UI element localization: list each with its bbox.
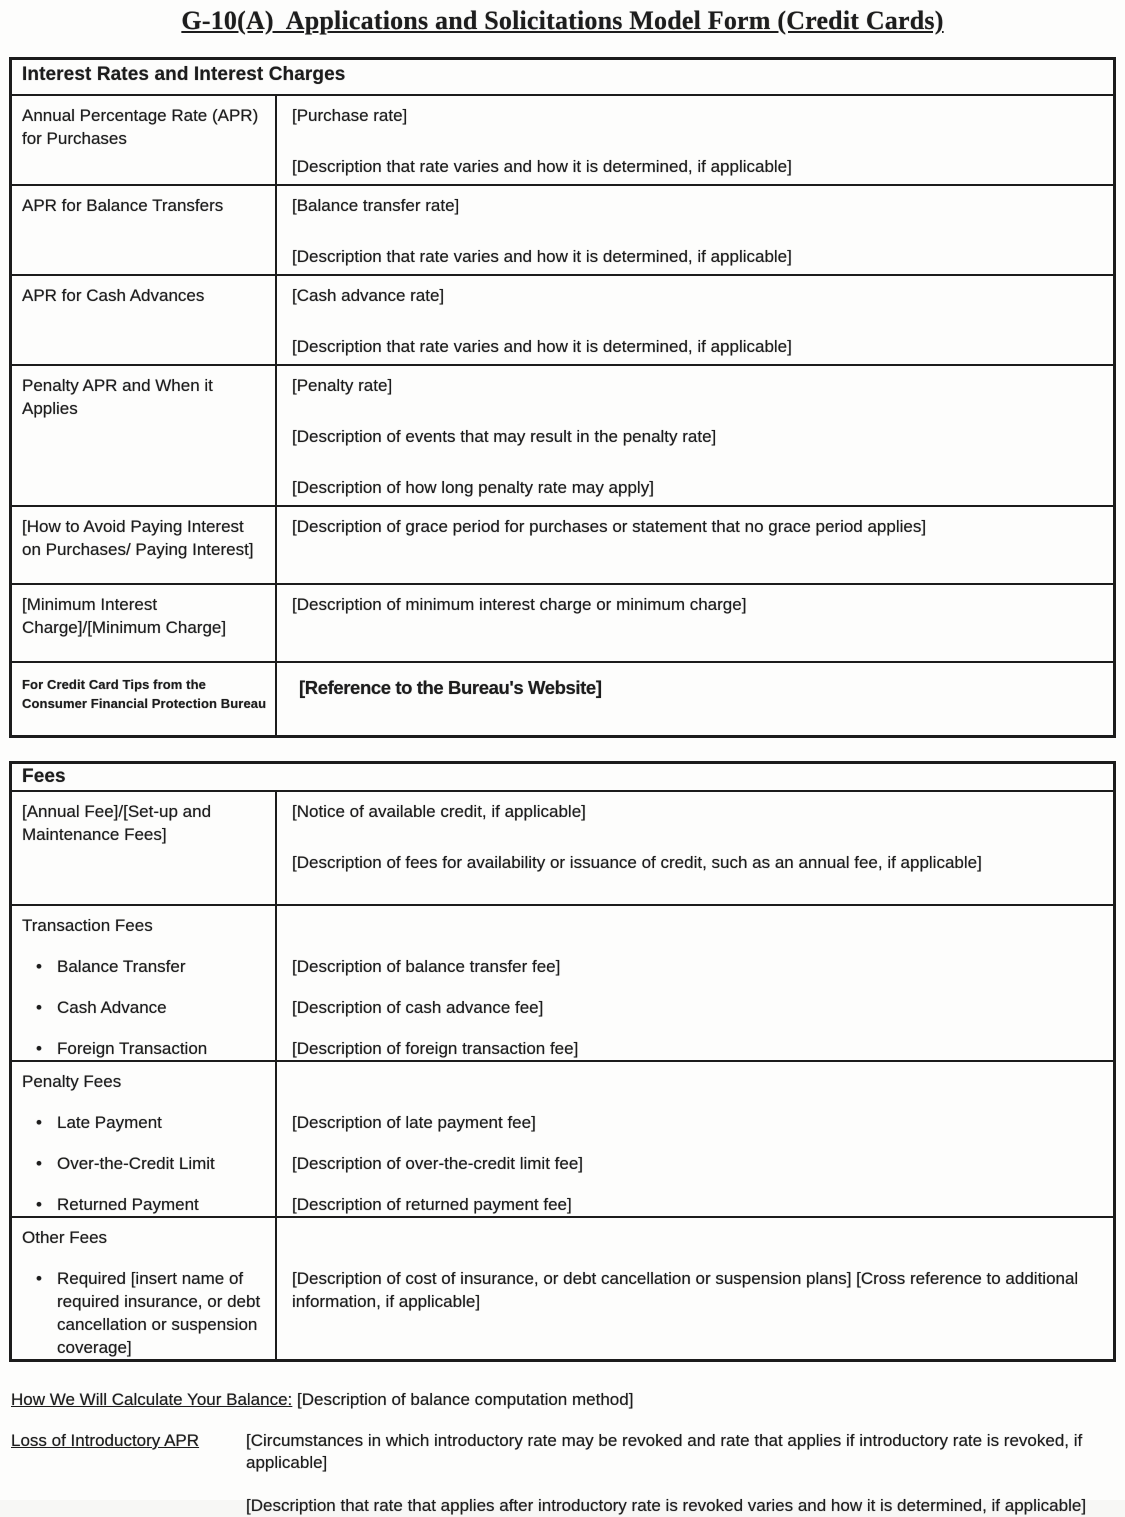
fee-desc-returned-payment: [Description of returned payment fee] [292, 1195, 572, 1214]
row-value-avoid-paying-interest [277, 507, 1113, 583]
balance-calculation-line [11, 1389, 1116, 1411]
table-row-penalty-fees [12, 1060, 1113, 1216]
cell-line: [Notice of available credit, if applicable] [292, 802, 586, 821]
table-row-transaction-fees [12, 904, 1113, 1060]
row-value-penalty-apr [277, 366, 1113, 505]
row-value-minimum-charge [277, 585, 1113, 661]
table-row [12, 94, 1113, 184]
row-value-annual-fee [277, 792, 1113, 904]
bullet-item-returned-payment: • Returned Payment [12, 1175, 277, 1216]
fee-item-row [12, 1175, 1113, 1216]
fees-table [9, 761, 1116, 1362]
loss-of-intro-apr-label: Loss of Introductory APR [11, 1431, 200, 1450]
bullet-item-late-payment: • Late Payment [12, 1093, 277, 1134]
cell-line: [Description of how long penalty rate may apply] [292, 478, 654, 497]
row-label-minimum-charge: [Minimum Interest Charge]/[Minimum Charge] [12, 585, 277, 661]
cell-line: [Balance transfer rate] [292, 196, 460, 215]
fees-table-header: Fees [22, 766, 66, 787]
page-title: G-10(A) Applications and Solicitations Model Form (Credit Cards) [181, 6, 944, 35]
row-label-penalty-apr: Penalty APR and When it Applies [12, 366, 277, 505]
balance-calculation-text: [Description of balance computation method] [297, 1390, 634, 1409]
row-label-apr-cash-advances: APR for Cash Advances [12, 276, 277, 364]
row-label-apr-balance-transfers: APR for Balance Transfers [12, 186, 277, 274]
fee-desc-over-credit-limit: [Description of over-the-credit limit fee] [292, 1154, 583, 1173]
fee-item-row [12, 1249, 1113, 1359]
interest-table-header: Interest Rates and Interest Charges [22, 64, 346, 85]
fee-item-row [12, 1093, 1113, 1134]
empty-cell [277, 906, 1113, 937]
table-row-other-fees [12, 1216, 1113, 1359]
fee-item-row [12, 978, 1113, 1019]
interest-rates-table [9, 57, 1116, 738]
fee-desc-cash-advance: [Description of cash advance fee] [292, 998, 544, 1017]
row-label-avoid-paying-interest: [How to Avoid Paying Interest on Purchases/ Paying Interest] [12, 507, 277, 583]
intro-apr-paragraph: [Description that rate that applies after introductory rate is revoked varies and how it is determined, if applicable] [246, 1496, 1087, 1515]
table-row [12, 790, 1113, 904]
fee-desc-foreign-transaction: [Description of foreign transaction fee] [292, 1039, 579, 1058]
table-row [12, 274, 1113, 364]
cell-line: [Description of minimum interest charge or minimum charge] [292, 595, 747, 614]
row-label-transaction-fees: Transaction Fees [12, 906, 277, 937]
intro-apr-paragraph: [Circumstances in which introductory rate may be revoked and rate that applies if introductory rate is revoked, if applicable] [246, 1431, 1083, 1472]
empty-cell [277, 1062, 1113, 1093]
cell-line: [Description of grace period for purchases or statement that no grace period applies] [292, 517, 927, 536]
fee-item-row [12, 1019, 1113, 1060]
row-value-apr-cash-advances [277, 276, 1113, 364]
row-value-apr-balance-transfers [277, 186, 1113, 274]
table-row [12, 661, 1113, 735]
row-label-annual-fee: [Annual Fee]/[Set-up and Maintenance Fees] [12, 792, 277, 904]
row-value-bureau-website-reference: [Reference to the Bureau's Website] [299, 677, 602, 698]
group-label-row [12, 1062, 1113, 1093]
row-label-cfpb-tips: For Credit Card Tips from the Consumer Financial Protection Bureau [12, 663, 277, 735]
bullet-item-cash-advance: • Cash Advance [12, 978, 277, 1019]
row-label-penalty-fees: Penalty Fees [12, 1062, 277, 1093]
fee-desc-late-payment: [Description of late payment fee] [292, 1113, 536, 1132]
balance-calculation-label: How We Will Calculate Your Balance: [11, 1390, 293, 1409]
table-row [12, 184, 1113, 274]
row-label-other-fees: Other Fees [12, 1218, 277, 1249]
cell-line: [Description of events that may result in the penalty rate] [292, 427, 717, 446]
cell-line: [Purchase rate] [292, 106, 408, 125]
empty-cell [277, 1218, 1113, 1249]
cell-line: [Cash advance rate] [292, 286, 445, 305]
cell-line: [Description that rate varies and how it is determined, if applicable] [292, 337, 792, 356]
bullet-item-over-credit-limit: • Over-the-Credit Limit [12, 1134, 277, 1175]
table-row [12, 364, 1113, 505]
cell-line: [Description of fees for availability or issuance of credit, such as an annual fee, if applicable] [292, 853, 982, 872]
row-label-apr-purchases: Annual Percentage Rate (APR) for Purchases [12, 96, 277, 184]
bullet-item-balance-transfer: • Balance Transfer [12, 937, 277, 978]
group-label-row [12, 1218, 1113, 1249]
bullet-item-foreign-transaction: • Foreign Transaction [12, 1019, 277, 1060]
fee-item-row [12, 1134, 1113, 1175]
fee-item-row [12, 937, 1113, 978]
row-value-apr-purchases [277, 96, 1113, 184]
group-label-row [12, 906, 1113, 937]
loss-of-intro-apr-body [246, 1430, 1116, 1517]
cell-line: [Description that rate varies and how it is determined, if applicable] [292, 247, 792, 266]
bullet-item-required-insurance: • Required [insert name of required insurance, or debt cancellation or suspension coverage] [12, 1249, 277, 1359]
loss-of-intro-apr-block [11, 1430, 1116, 1517]
footer-notes [9, 1389, 1116, 1517]
fee-desc-balance-transfer: [Description of balance transfer fee] [292, 957, 561, 976]
table-row [12, 505, 1113, 583]
cell-line: [Description that rate varies and how it is determined, if applicable] [292, 157, 792, 176]
fee-desc-required-insurance: [Description of cost of insurance, or debt cancellation or suspension plans] [Cross reference to additional information, if applicable] [292, 1269, 1079, 1311]
cell-line: [Penalty rate] [292, 376, 393, 395]
table-row [12, 583, 1113, 661]
